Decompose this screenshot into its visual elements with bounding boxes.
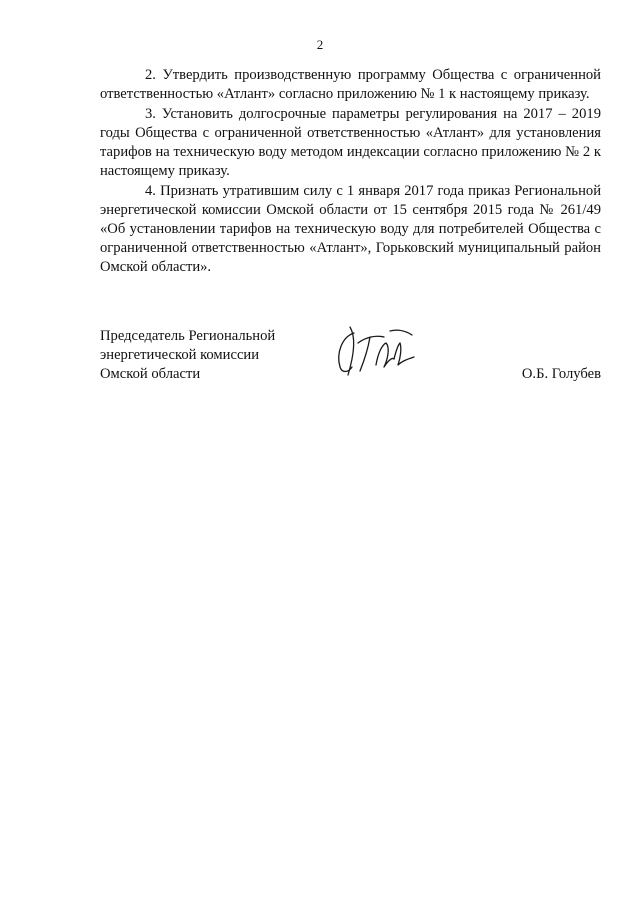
signatory-position bbox=[100, 327, 275, 384]
signatory-name: О.Б. Голубев bbox=[521, 366, 601, 382]
signature-block bbox=[100, 327, 601, 387]
page-number: 2 bbox=[316, 37, 324, 52]
position-line: Омской области bbox=[100, 366, 201, 382]
paragraph-item-4: 4. Признать утратившим силу с 1 января 2017 года приказ Региональной энергетической комиссии Омской области от 15 сентября 2015 года № 261/49 «Об установлении тарифов на техническую воду для потребителей Общества с ограниченной ответственностью «Атлант», Горьковский муниципальный район Омской области». bbox=[100, 183, 601, 275]
paragraph-item-3: 3. Установить долгосрочные параметры регулирования на 2017 – 2019 годы Общества с ограниченной ответственностью «Атлант» для установления тарифов на техническую воду методом индексации согласно приложению № 2 к настоящему приказу. bbox=[100, 106, 601, 179]
position-line: Председатель Региональной bbox=[100, 328, 276, 344]
handwritten-signature bbox=[332, 323, 418, 379]
position-line: энергетической комиссии bbox=[100, 347, 260, 363]
paragraph-item-2: 2. Утвердить производственную программу Общества с ограниченной ответственностью «Атлант» согласно приложению № 1 к настоящему приказу. bbox=[100, 67, 601, 102]
order-text bbox=[100, 66, 601, 278]
